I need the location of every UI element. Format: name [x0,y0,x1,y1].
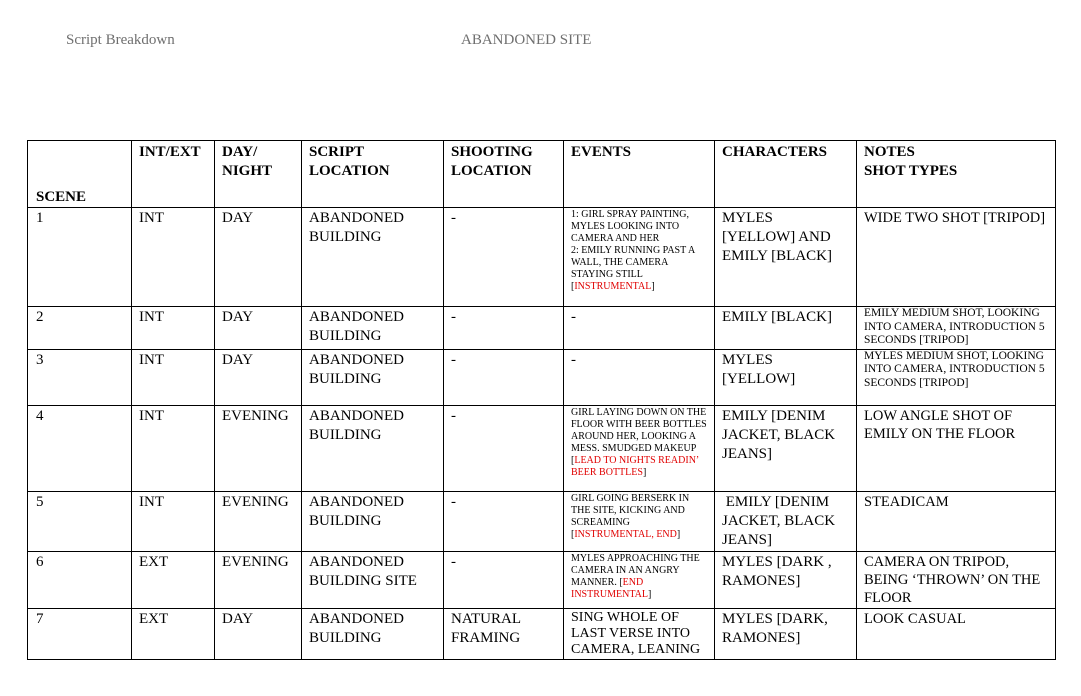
cell-characters: EMILY [DENIM JACKET, BLACK JEANS] [715,491,857,551]
cell-int-ext: INT [132,491,215,551]
cell-notes: LOW ANGLE SHOT OF EMILY ON THE FLOOR [857,405,1056,491]
cell-characters: MYLES [DARK , RAMONES] [715,551,857,608]
cell-events: - [564,307,715,350]
col-header-script-location [302,141,444,208]
cell-characters: MYLES [YELLOW] [715,349,857,405]
cell-day-night: EVENING [215,405,302,491]
cell-characters: MYLES [YELLOW] AND EMILY [BLACK] [715,208,857,307]
cell-script-location: ABANDONED BUILDING [302,307,444,350]
cell-notes: MYLES MEDIUM SHOT, LOOKING INTO CAMERA, INTRODUCTION 5 SECONDS [TRIPOD] [857,349,1056,405]
table-row [28,608,1056,659]
col-header-events: EVENTS [564,141,715,208]
cell-notes: CAMERA ON TRIPOD, BEING ‘THROWN’ ON THE FLOOR [857,551,1056,608]
cell-scene: 5 [28,491,132,551]
events-close: ] [642,466,647,478]
cell-shooting-location: NATURAL FRAMING [444,608,564,659]
events-highlight: INSTRUMENTAL, END [574,528,677,540]
cell-events: SING WHOLE OF LAST VERSE INTO CAMERA, LEANING [564,608,715,659]
col-header-script-location-line2: LOCATION [309,163,390,179]
cell-scene: 2 [28,307,132,350]
events-highlight: END INSTRUMENTAL [571,576,648,600]
cell-events [564,208,715,307]
cell-day-night: EVENING [215,551,302,608]
col-header-day-night [215,141,302,208]
cell-int-ext: INT [132,208,215,307]
cell-notes: EMILY MEDIUM SHOT, LOOKING INTO CAMERA, INTRODUCTION 5 SECONDS [TRIPOD] [857,307,1056,350]
cell-notes: LOOK CASUAL [857,608,1056,659]
script-breakdown-table [27,140,1056,660]
cell-script-location: ABANDONED BUILDING [302,208,444,307]
cell-day-night: DAY [215,307,302,350]
cell-notes: WIDE TWO SHOT [TRIPOD] [857,208,1056,307]
cell-script-location: ABANDONED BUILDING [302,491,444,551]
events-line-2: 2: EMILY RUNNING PAST A WALL, THE CAMERA STAYING STILL [ [571,245,695,292]
cell-day-night: DAY [215,608,302,659]
events-close: ] [651,281,655,292]
col-header-scene: SCENE [28,141,132,208]
col-header-shooting-location-line2: LOCATION [451,163,532,179]
cell-characters: MYLES [DARK, RAMONES] [715,608,857,659]
col-header-characters: CHARACTERS [715,141,857,208]
events-main: GIRL GOING BERSERK IN THE SITE, KICKING AND SCREAMING [ [571,492,690,540]
events-main: GIRL LAYING DOWN ON THE FLOOR WITH BEER BOTTLES AROUND HER, LOOKING A MESS. SMUDGED MAKEUP [ [571,406,707,466]
table-row [28,405,1056,491]
cell-script-location: ABANDONED BUILDING [302,405,444,491]
col-header-notes-line2: SHOT TYPES [864,163,958,179]
header-row [28,141,1056,208]
cell-shooting-location: - [444,491,564,551]
cell-scene: 4 [28,405,132,491]
cell-characters: EMILY [BLACK] [715,307,857,350]
col-header-day-night-line1: DAY/ [222,144,258,160]
cell-events [564,405,715,491]
events-highlight: INSTRUMENTAL [574,281,652,292]
cell-script-location: ABANDONED BUILDING SITE [302,551,444,608]
cell-notes: STEADICAM [857,491,1056,551]
cell-scene: 6 [28,551,132,608]
cell-shooting-location: - [444,551,564,608]
header-center-title: ABANDONED SITE [461,32,592,48]
events-main: MYLES APPROACHING THE CAMERA IN AN ANGRY MANNER. [ [571,552,700,588]
events-close: ] [647,588,652,600]
cell-int-ext: INT [132,405,215,491]
events-highlight: LEAD TO NIGHTS READIN’ BEER BOTTLES [571,454,699,478]
cell-script-location: ABANDONED BUILDING [302,349,444,405]
header-left-title: Script Breakdown [66,32,175,48]
col-header-int-ext: INT/EXT [132,141,215,208]
cell-day-night: DAY [215,208,302,307]
cell-day-night: DAY [215,349,302,405]
cell-int-ext: EXT [132,608,215,659]
cell-events [564,491,715,551]
events-close: ] [676,528,681,540]
cell-characters: EMILY [DENIM JACKET, BLACK JEANS] [715,405,857,491]
cell-scene: 3 [28,349,132,405]
table-row [28,491,1056,551]
table-row [28,208,1056,307]
table-row [28,551,1056,608]
events-line-1: 1: GIRL SPRAY PAINTING, MYLES LOOKING INTO CAMERA AND HER [571,209,689,244]
col-header-day-night-line2: NIGHT [222,163,273,179]
cell-scene: 7 [28,608,132,659]
col-header-shooting-location [444,141,564,208]
cell-int-ext: INT [132,307,215,350]
cell-scene: 1 [28,208,132,307]
col-header-notes-line1: NOTES [864,144,915,160]
cell-day-night: EVENING [215,491,302,551]
col-header-script-location-line1: SCRIPT [309,144,365,160]
cell-shooting-location: - [444,349,564,405]
cell-int-ext: EXT [132,551,215,608]
cell-shooting-location: - [444,208,564,307]
col-header-notes [857,141,1056,208]
cell-events: - [564,349,715,405]
col-header-shooting-location-line1: SHOOTING [451,144,533,160]
cell-shooting-location: - [444,307,564,350]
cell-int-ext: INT [132,349,215,405]
cell-script-location: ABANDONED BUILDING [302,608,444,659]
cell-shooting-location: - [444,405,564,491]
table-row [28,349,1056,405]
cell-events [564,551,715,608]
table-row [28,307,1056,350]
